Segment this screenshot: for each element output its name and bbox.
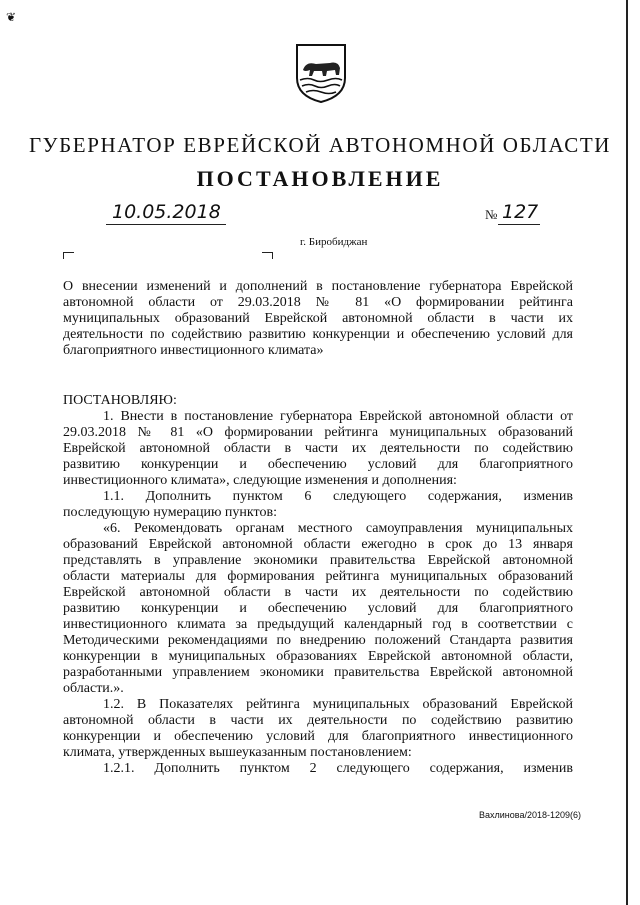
subject-line: автономной области от 29.03.2018 № 81 «О формировании рейтинга: [63, 295, 573, 310]
subject-line: благоприятного инвестиционного климата»: [63, 343, 324, 358]
body-line: 1.1. Дополнить пунктом 6 следующего содержания, изменив: [103, 489, 573, 504]
resolve-heading: ПОСТАНОВЛЯЮ:: [63, 393, 177, 408]
body-line: инвестиционного климата», следующие изменения и дополнения:: [63, 473, 457, 488]
corner-mark: ❦: [6, 10, 17, 24]
footer-reference: Вахлинова/2018-1209(6): [479, 810, 581, 820]
body-line: области материалы для формирования рейтинга муниципальных образований: [63, 569, 573, 584]
body-line: «6. Рекомендовать органам местного самоуправления муниципальных: [103, 521, 573, 536]
body-line: 1.2. В Показателях рейтинга муниципальных образований Еврейской: [103, 697, 573, 712]
subject-bracket-right: [262, 252, 273, 259]
body-line: представлять в управление экономики правительства Еврейской автономной: [63, 553, 573, 568]
document-type-title: ПОСТАНОВЛЕНИЕ: [196, 166, 444, 191]
governor-heading: ГУБЕРНАТОР ЕВРЕЙСКОЙ АВТОНОМНОЙ ОБЛАСТИ: [28, 133, 612, 157]
body-line: Еврейской автономной области в части их деятельности по содействию: [63, 441, 573, 456]
subject-line: О внесении изменений и дополнений в постановление губернатора Еврейской: [63, 279, 573, 294]
body-line: разработанными управлением экономики правительства Еврейской автономной: [63, 665, 573, 680]
body-line: образований Еврейской автономной области ежегодно в срок до 13 января: [63, 537, 573, 552]
body-line: конкуренции в муниципальных образованиях Еврейской автономной области,: [63, 649, 573, 664]
body-line: последующую нумерацию пунктов:: [63, 505, 277, 520]
body-line: Еврейской автономной области в части их деятельности по содействию: [63, 585, 573, 600]
city-name: г. Биробиджан: [300, 236, 368, 248]
body-line: климата, утвержденных вышеуказанным постановлением:: [63, 745, 412, 760]
document-number: 127: [502, 201, 539, 223]
number-underline: [498, 224, 540, 225]
date-underline: [106, 224, 226, 225]
document-date: 10.05.2018: [112, 201, 221, 223]
body-line: Методическими рекомендациями по внедрению положений Стандарта развития: [63, 633, 573, 648]
subject-line: деятельности по содействию развитию конкуренции и обеспечению условий для: [63, 327, 573, 342]
body-line: развитию конкуренции и обеспечению условий для благоприятного: [63, 601, 573, 616]
subject-line: муниципальных образований Еврейской автономной области в части их: [63, 311, 573, 326]
body-line: инвестиционного климата за предыдущий календарный год в соответствии с: [63, 617, 573, 632]
body-line: автономной области в части их деятельности по содействию развитию: [63, 713, 573, 728]
body-line: 1. Внести в постановление губернатора Еврейской автономной области от: [103, 409, 573, 424]
subject-bracket-left: [63, 252, 74, 259]
coat-of-arms-emblem: [294, 42, 348, 104]
body-line: 29.03.2018 № 81 «О формировании рейтинга муниципальных образований: [63, 425, 573, 440]
body-line: области.».: [63, 681, 124, 696]
body-line: 1.2.1. Дополнить пунктом 2 следующего содержания, изменив: [103, 761, 573, 776]
body-line: развитию конкуренции и обеспечению условий для благоприятного: [63, 457, 573, 472]
body-line: конкуренции и обеспечению условий для благоприятного инвестиционного: [63, 729, 573, 744]
number-label: №: [485, 207, 498, 222]
